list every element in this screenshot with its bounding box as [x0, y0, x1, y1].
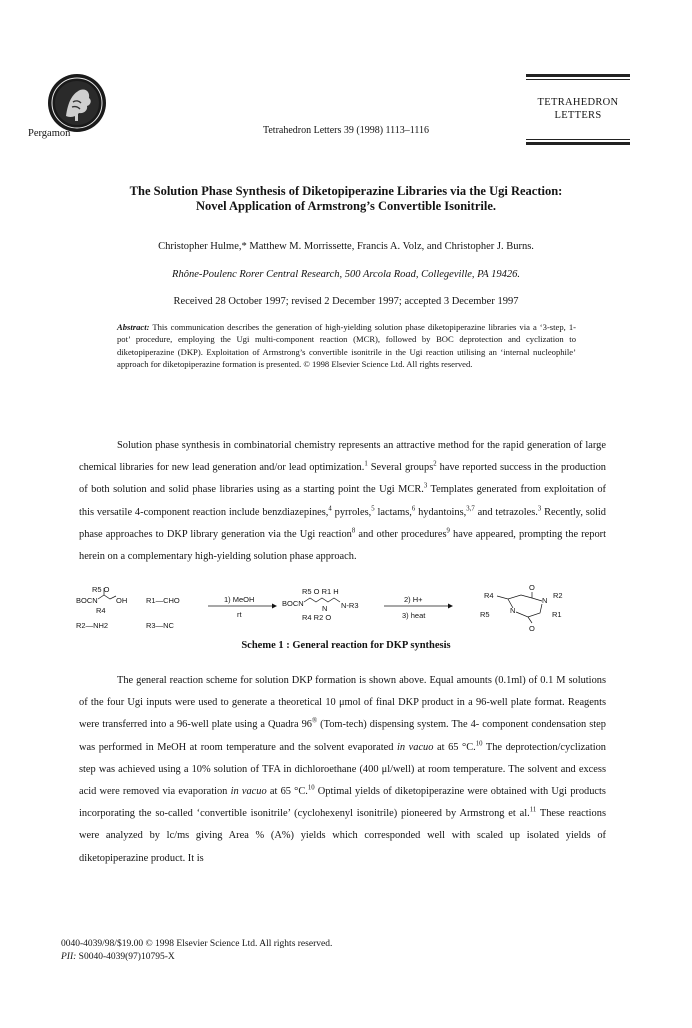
publisher-name: Pergamon — [28, 128, 71, 139]
acid-r5-o: R5 O — [92, 585, 110, 594]
article-title-line1: The Solution Phase Synthesis of Diketopiperazine Libraries via the Ugi Reaction: — [129, 184, 563, 198]
text-run: Templates generated from exploitation of this versatile 4-component reaction include benzdiazepines, — [79, 484, 606, 518]
dkp-carbonyl-top: O — [529, 584, 535, 592]
reference-marker: 10 — [475, 740, 483, 748]
received-dates: Received 28 October 1997; revised 2 December 1997; accepted 3 December 1997 — [173, 296, 519, 307]
italic-term: in vacuo — [396, 741, 434, 753]
reference-marker: 4 — [328, 505, 332, 513]
step1-temperature: rt — [237, 610, 242, 619]
reference-marker: 10 — [307, 784, 315, 792]
journal-rule-top — [526, 74, 630, 82]
dkp-r5: R5 — [480, 610, 490, 619]
reference-marker: 3 — [423, 482, 428, 490]
acid-oh: OH — [116, 596, 128, 605]
registered-mark: ® — [312, 717, 318, 725]
ugi-bocn: BOCN — [282, 599, 304, 608]
text-run: hydantoins, — [415, 506, 467, 518]
ugi-r3: N-R3 — [341, 601, 359, 610]
pii-line — [61, 951, 332, 964]
italic-term: in vacuo — [230, 786, 267, 798]
aldehyde-reagent: R1—CHO — [146, 596, 180, 605]
text-run: and tetrazoles. — [474, 506, 538, 518]
ugi-amide-n: N — [322, 604, 328, 613]
reference-marker: 6 — [411, 505, 416, 513]
text-run: pyrroles, — [331, 506, 372, 518]
reference-marker: 11 — [529, 806, 537, 814]
amine-reagent: R2—NH2 — [76, 621, 109, 630]
text-run: lactams, — [374, 506, 412, 518]
acid-r4: R4 — [96, 606, 106, 615]
text-run: Optimal yields of diketopiperazine were obtained with Ugi products incorporating the so-called ‘convertible isonitrile’ (cyclohexenyl isonitrile) pioneered by Armstrong et al. — [79, 786, 606, 820]
ugi-step-arrow — [208, 595, 277, 619]
carboxylic-acid-structure — [76, 585, 127, 630]
text-run: Several groups — [367, 462, 434, 474]
body-paragraph-1 — [79, 435, 606, 568]
journal-name — [520, 96, 636, 122]
aldehyde-isonitrile-reagents — [146, 596, 180, 630]
dkp-carbonyl-bottom: O — [529, 624, 535, 632]
cyclization-step-arrow — [384, 595, 453, 620]
article-title-line2: Novel Application of Armstrong’s Convertible Isonitrile. — [196, 199, 496, 213]
copyright-footer — [61, 938, 332, 964]
journal-rule-bottom — [526, 139, 630, 147]
pii-label: PII: — [61, 952, 77, 962]
reference-marker: 9 — [446, 527, 450, 535]
abstract — [117, 321, 576, 371]
dkp-n-right: N — [542, 596, 548, 605]
reaction-scheme — [76, 584, 616, 632]
text-run: Recently, solid phase approaches to DKP library generation via the Ugi reaction — [79, 506, 606, 540]
dkp-r4: R4 — [484, 591, 494, 600]
text-run: have appeared, prompting the report herein on a complementary high-yielding solution phase approach. — [79, 528, 606, 563]
reference-marker: 1 — [364, 460, 368, 468]
text-run: Solution phase synthesis in combinatorial chemistry represents an attractive method for the rapid generation of large chemical libraries for new lead generation and/or lead optimization. — [79, 440, 606, 474]
pii-value: S0040-4039(97)10795-X — [76, 952, 175, 962]
step3-heat: 3) heat — [402, 611, 426, 620]
acid-bocn: BOCN — [76, 596, 98, 605]
scheme-caption: Scheme 1 : General reaction for DKP synthesis — [241, 640, 451, 651]
diketopiperazine-structure — [480, 584, 563, 632]
body-paragraph-2 — [79, 670, 606, 870]
dkp-r2: R2 — [553, 591, 563, 600]
isonitrile-reagent: R3—NC — [146, 621, 174, 630]
dkp-n-left: N — [510, 606, 516, 615]
reference-marker: 3,7 — [466, 505, 475, 513]
reference-marker: 2 — [433, 460, 437, 468]
ugi-top-labels: R5 O R1 H — [302, 587, 339, 596]
ugi-bottom-labels: R4 R2 O — [302, 613, 332, 622]
text-run: and other procedures — [355, 528, 447, 540]
text-run: have reported success in the production of both solution and solid phase libraries using as a starting point the Ugi MCR. — [79, 462, 606, 496]
reference-marker: 3 — [537, 505, 542, 513]
affiliation: Rhône-Poulenc Rorer Central Research, 500 Arcola Road, Collegeville, PA 19426. — [172, 269, 520, 280]
journal-name-line2: LETTERS — [554, 110, 602, 121]
text-run: The deprotection/cyclization step was achieved using a 10% solution of TFA in dichloroethane (400 μl/well) at room temperature. The solvent and excess acid were removed via evaporation — [79, 741, 607, 798]
text-run: at 65 °C. — [433, 741, 476, 753]
step1-conditions: 1) MeOH — [224, 595, 255, 604]
text-run: These reactions were analyzed by lc/ms giving Area % (A%) yields which corresponded well with scaled up isolated yields of diketopiperazine product. It is — [79, 808, 606, 864]
journal-citation: Tetrahedron Letters 39 (1998) 1113–1116 — [262, 125, 430, 136]
text-run: (Tom-tech) dispensing system. The 4- component condensation step was performed in MeOH at room temperature and the solvent evaporated — [79, 719, 606, 753]
reference-marker: 8 — [351, 527, 356, 535]
copyright-line: 0040-4039/98/$19.00 © 1998 Elsevier Science Ltd. All rights reserved. — [61, 939, 333, 949]
dkp-r1: R1 — [552, 610, 562, 619]
text-run: at 65 °C. — [266, 786, 308, 798]
ugi-product-structure — [282, 587, 359, 622]
text-run: The general reaction scheme for solution DKP formation is shown above. Equal amounts (0.1ml) of 0.1 M solutions of the four Ugi inputs were used to generate a theoretical 10 μmol of final DKP product in a 96-well plate format. Reagents were transferred into a 96-well plate using a Quadra 96 — [79, 675, 606, 731]
reference-marker: 5 — [371, 505, 375, 513]
article-title — [40, 184, 652, 214]
abstract-label: Abstract: — [117, 322, 150, 332]
journal-name-line1: TETRAHEDRON — [537, 97, 619, 108]
step2-acid: 2) H+ — [404, 595, 423, 604]
author-list: Christopher Hulme,* Matthew M. Morrissette, Francis A. Volz, and Christopher J. Burns. — [158, 241, 534, 252]
abstract-text: This communication describes the generation of high-yielding solution phase diketopiperazine libraries via a ‘3-step, 1-pot’ procedure, employing the Ugi multi-component reaction (MCR), followed by BOC deprotection and cyclization to diketopiperazine (DKP). Exploitation of Armstrong’s convertible isonitrile in the Ugi reaction utilising an ‘internal nucleophile’ approach for diketopiperazine formation is presented. © 1998 Elsevier Science Ltd. All rights reserved. — [117, 322, 577, 370]
